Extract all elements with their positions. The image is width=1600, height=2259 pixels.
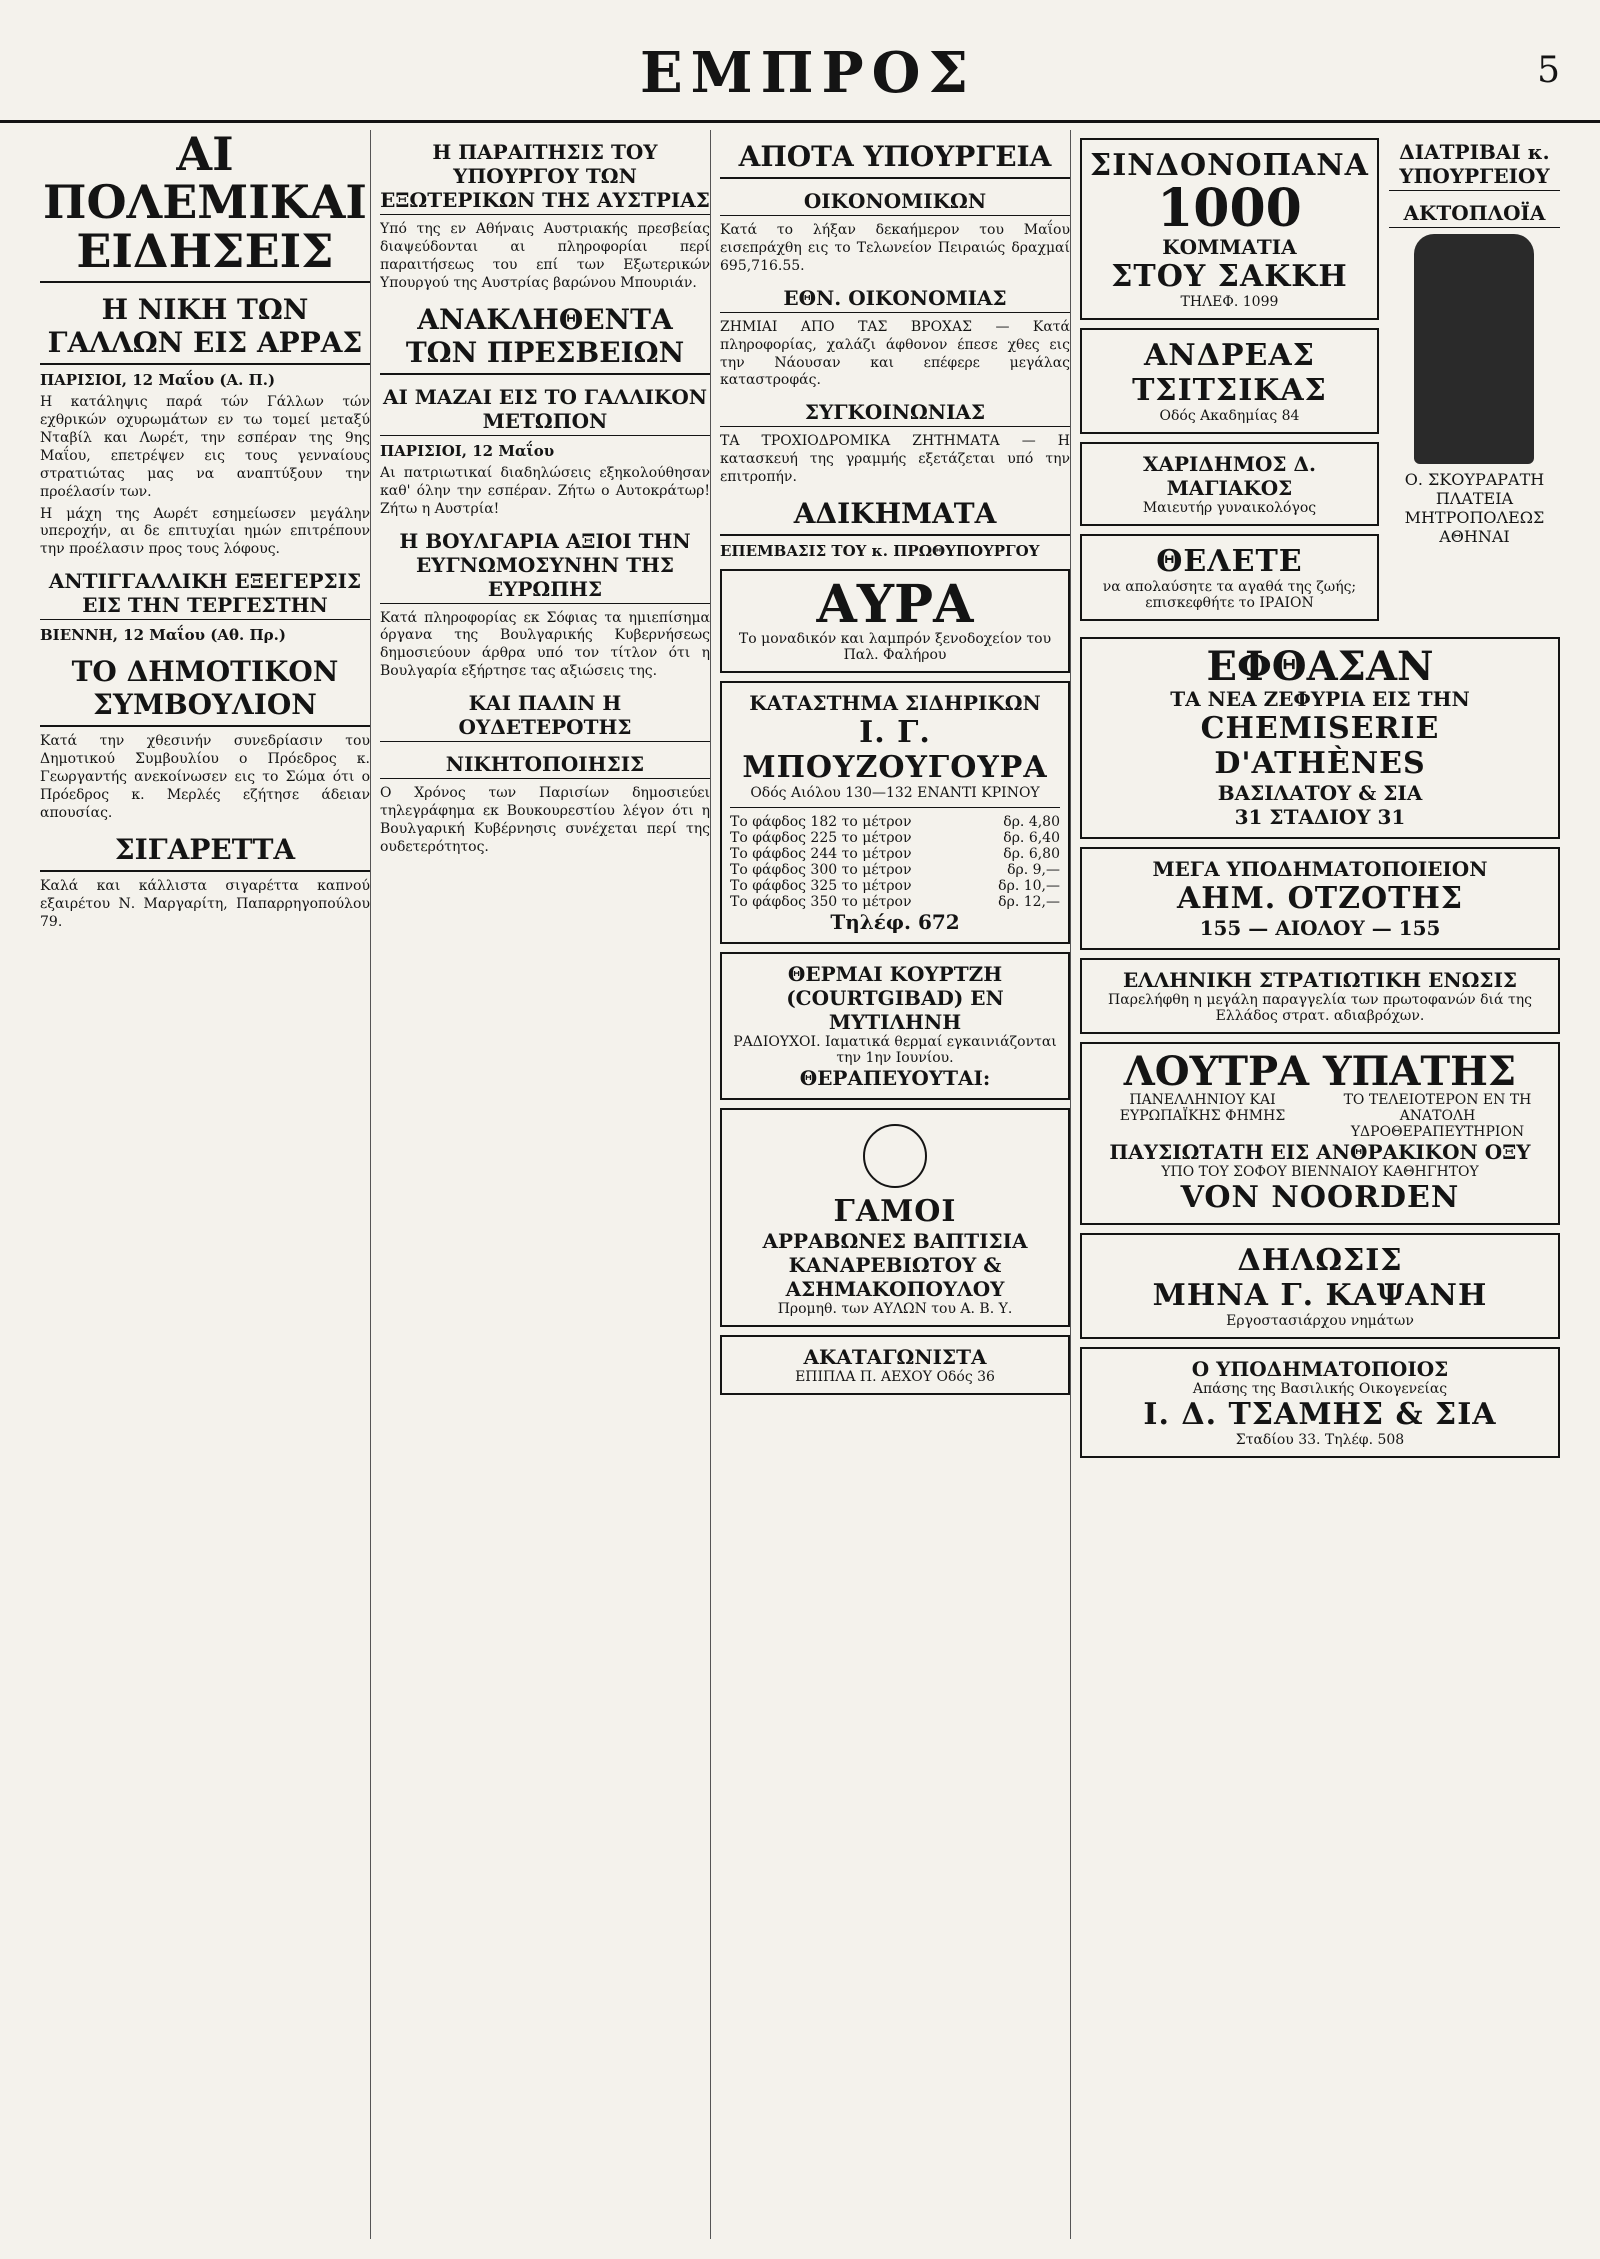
ad-text: Το μοναδικόν και λαμπρόν ξενοδοχείον του Παλ. Φαλήρου <box>738 631 1052 664</box>
column-4-ads <box>1080 130 1560 2239</box>
ad-name: VON NOORDEN <box>1180 1180 1460 1215</box>
ad-address: Οδός Αιόλου 130—132 ΕΝΑΝΤΙ ΚΡΙΝΟΥ <box>750 785 1040 802</box>
ad-address: ΠΛΑΤΕΙΑ ΜΗΤΡΟΠΟΛΕΩΣ ΑΘΗΝΑΙ <box>1404 489 1545 546</box>
article-body: Η μάχη της Αωρέτ εσημείωσεν μεγάλην υπεροχήν, αι δε επιτυχίαι ημών επιτρέπουν την προέλασιν προς τους λόφους. <box>40 505 370 558</box>
price-row <box>730 830 1060 846</box>
ad-name: ΚΑΝΑΡΕΒΙΩΤΟΥ & ΑΣΗΜΑΚΟΠΟΥΛΟΥ <box>785 1253 1005 1302</box>
ad-name: CHEMISERIE D'ATHÈNES <box>1200 711 1440 781</box>
ad-name: Ι. Δ. ΤΣΑΜΗΣ & ΣΙΑ <box>1143 1397 1497 1432</box>
ad-heading: ΑΚΑΤΑΓΩΝΙΣΤΑ <box>803 1345 987 1370</box>
ad-text: ΤΟ ΤΕΛΕΙΟΤΕΡΟΝ ΕΝ ΤΗ ΑΝΑΤΟΛΗ ΥΔΡΟΘΕΡΑΠΕΥΤΗΡΙΟΝ <box>1343 1092 1532 1140</box>
ads-row-top <box>1080 130 1560 629</box>
section-heading: ΑΔΙΚΗΜΑΤΑ <box>720 497 1070 536</box>
section-subheading: ΕΠΕΜΒΑΣΙΣ ΤΟΥ κ. ΠΡΩΘΥΠΟΥΡΓΟΥ <box>720 542 1040 561</box>
ad-number: 1000 <box>1157 178 1302 239</box>
section-heading: ΔΙΑΤΡΙΒΑΙ κ. ΥΠΟΥΡΓΕΙΟΥ <box>1389 140 1560 191</box>
ad-subheading: Εργοστασιάρχου νημάτων <box>1226 1313 1414 1329</box>
ad-heading: ΜΕΓΑ ΥΠΟΔΗΜΑΤΟΠΟΙΕΙΟΝ <box>1152 857 1488 881</box>
ad-courtgibad <box>720 952 1070 1100</box>
price-label: Το φάφδος 325 το μέτρον <box>730 878 912 895</box>
newspaper-title: ΕΜΠΡΟΣ <box>640 40 977 106</box>
section-heading: ΑΝΤΙΓΓΑΛΛΙΚΗ ΕΞΕΓΕΡΣΙΣ ΕΙΣ ΤΗΝ ΤΕΡΓΕΣΤΗΝ <box>40 569 370 620</box>
price-label: Το φάφδος 300 το μέτρον <box>730 862 912 879</box>
column-3 <box>720 130 1071 2239</box>
ad-owner: ΒΑΣΙΛΑΤΟΥ & ΣΙΑ <box>1217 781 1423 805</box>
article-body: ΤΑ ΤΡΟΧΙΟΔΡΟΜΙΚΑ ΖΗΤΗΜΑΤΑ — Η κατασκευή της γραμμής εξετάζεται υπό την επιτροπήν. <box>720 433 1070 486</box>
article-body: Κατά το λήξαν δεκαήμερον του Μαΐου εισεπράχθη εις το Τελωνείον Πειραιώς δραχμαί 695,716.55. <box>720 222 1070 274</box>
section-subheading: ΑΙ ΜΑΖΑΙ ΕΙΣ ΤΟ ΓΑΛΛΙΚΟΝ ΜΕΤΩΠΟΝ <box>380 385 710 436</box>
ad-sheets <box>1080 138 1379 320</box>
price-row <box>730 814 1060 830</box>
price-row <box>730 878 1060 894</box>
ad-heading: Ο ΥΠΟΔΗΜΑΤΟΠΟΙΟΣ <box>1191 1357 1449 1381</box>
article-body: Κατά πληροφορίας εκ Σόφιας τα ημιεπίσημα όργανα της Βουλγαρικής Κυβερνήσεως δημοσιεύουν άρθρα υπό τον τίτλον ότι η Βουλγαρία εξήρτησε τας αξιώσεις της. <box>380 609 710 680</box>
ad-tsitsikas <box>1080 328 1379 434</box>
section-heading: ΚΑΙ ΠΑΛΙΝ Η ΟΥΔΕΤΕΡΟΤΗΣ <box>380 691 710 742</box>
ad-title: ΑΥΡΑ <box>816 574 974 636</box>
price-label: Το φάφδος 244 το μέτρον <box>730 846 912 863</box>
section-heading: ΣΙΓΑΡΕΤΤΑ <box>40 833 370 872</box>
ad-heading: ΘΕΛΕΤΕ <box>1156 544 1303 579</box>
price-value: δρ. 12,— <box>998 894 1060 911</box>
main-subheadline: Η ΝΙΚΗ ΤΩΝ ΓΑΛΛΩΝ ΕΙΣ ΑΡΡΑΣ <box>40 293 370 365</box>
price-value: δρ. 9,— <box>1007 862 1060 879</box>
article-body: Καλά και κάλλιστα σιγαρέττα καπνού εξαιρέτου Ν. Μαργαρίτη, Παπαρρηγοπούλου 79. <box>40 877 370 930</box>
masthead <box>0 0 1600 123</box>
dateline: ΠΑΡΙΣΙΟΙ, 12 Μαΐου <box>380 441 555 460</box>
ad-name: Ο. ΣΚΟΥΡΑΡΑΤΗ <box>1404 470 1545 489</box>
price-row <box>730 862 1060 878</box>
ad-text: ΕΠΙΠΛΑ Π. ΑΕΧΟΥ Οδός 36 <box>795 1369 995 1386</box>
section-heading: ΑΚΤΟΠΛΟΪΑ <box>1389 201 1560 228</box>
article-body: Ο Χρόνος των Παρισίων δημοσιεύει τηλεγράφημα εκ Βουκουρεστίου λέγον ότι η Βουλγαρική Κυβέρνησις συνέχεται περί της ουδετερότητος. <box>380 785 710 855</box>
ad-subheading: ΘΕΡΑΠΕΥΟΥΤΑΙ: <box>799 1066 991 1091</box>
ad-tsamis <box>1080 1347 1560 1458</box>
price-row <box>730 846 1060 862</box>
ad-heading: ΑΝΔΡΕΑΣ ΤΣΙΤΣΙΚΑΣ <box>1132 338 1327 408</box>
dateline: ΒΙΕΝΝΗ, 12 Μαΐου (Αθ. Πρ.) <box>40 626 286 645</box>
section-heading: ΑΝΑΚΛΗΘΕΝΤΑ ΤΩΝ ΠΡΕΣΒΕΙΩΝ <box>380 303 710 375</box>
price-value: δρ. 10,— <box>998 878 1060 895</box>
ad-name: ΑΗΜ. ΟΤΖΟΤΗΣ <box>1176 881 1464 916</box>
section-subheading: ΟΙΚΟΝΟΜΙΚΩΝ <box>720 189 1070 216</box>
article-body: Αι πατριωτικαί διαδηλώσεις εξηκολούθησαν καθ' όλην την εσπέραν. Ζήτω ο Αυτοκράτωρ! Ζήτω η Αυστρία! <box>380 464 710 517</box>
section-heading: ΕΘΝ. ΟΙΚΟΝΟΜΙΑΣ <box>720 286 1070 313</box>
ad-military-union <box>1080 958 1560 1034</box>
ad-text: ΥΠΟ ΤΟΥ ΣΟΦΟΥ ΒΙΕΝΝΑΙΟΥ ΚΑΘΗΓΗΤΟΥ <box>1161 1164 1479 1180</box>
ad-aura <box>720 569 1070 673</box>
boot-illustration <box>1414 234 1534 464</box>
section-heading: Η ΠΑΡΑΙΤΗΣΙΣ ΤΟΥ ΥΠΟΥΡΓΟΥ ΤΩΝ ΕΞΩΤΕΡΙΚΩΝ ΤΗΣ ΑΥΣΤΡΙΑΣ <box>380 140 710 215</box>
section-heading: ΣΥΓΚΟΙΝΩΝΙΑΣ <box>720 400 1070 427</box>
section-heading: Η ΒΟΥΛΓΑΡΙΑ ΑΞΙΟΙ ΤΗΝ ΕΥΓΝΩΜΟΣΥΝΗΝ ΤΗΣ ΕΥΡΩΠΗΣ <box>380 529 710 604</box>
ad-hardware-store <box>720 681 1070 944</box>
ad-heading: ΕΦΘΑΣΑΝ <box>1206 643 1434 690</box>
article-body: Η κατάληψις παρά τών Γάλλων τών εχθρικών οχυρωμάτων εν τω τομεί μεταξύ Νταβίλ και Λωρέτ, την εσπέραν της 9ης Μαΐου, επετρέψεν εις τους γενναίους στρατιώτας μας να αναπτύξουν την προέλασίν των. <box>40 394 370 500</box>
main-headline: ΑΙ ΠΟΛΕΜΙΚΑΙ ΕΙΔΗΣΕΙΣ <box>40 130 370 283</box>
ad-name: Ι. Γ. ΜΠΟΥΖΟΥΓΟΥΡΑ <box>742 715 1048 786</box>
section-heading: ΝΙΚΗΤΟΠΟΙΗΣΙΣ <box>380 752 710 779</box>
ad-address: 31 ΣΤΑΔΙΟΥ 31 <box>1234 805 1406 829</box>
ad-columns <box>1090 1092 1550 1140</box>
ad-phone: Τηλέφ. 672 <box>830 910 960 935</box>
ad-heading: ΧΑΡΙΔΗΜΟΣ Δ. ΜΑΓΙΑΚΟΣ <box>1142 452 1316 500</box>
price-label: Το φάφδος 350 το μέτρον <box>730 894 912 911</box>
ads-stack-right <box>1389 130 1560 629</box>
ad-heading: ΛΟΥΤΡΑ ΥΠΑΤΗΣ <box>1123 1048 1517 1095</box>
ad-text: Παρελήφθη η μεγάλη παραγγελία των πρωτοφανών διά της Ελλάδος στρατ. αδιαβρόχων. <box>1108 992 1532 1024</box>
ad-address: Σταδίου 33. Τηλέφ. 508 <box>1235 1432 1405 1448</box>
ad-text: Μαιευτήρ γυναικολόγος <box>1142 500 1317 516</box>
ad-chemiserie <box>1080 637 1560 839</box>
ad-heading: ΣΙΝΔΟΝΟΠΑΝΑ <box>1090 148 1369 183</box>
ad-furniture <box>720 1335 1070 1395</box>
ad-subheading: ΑΡΡΑΒΩΝΕΣ ΒΑΠΤΙΣΙΑ <box>762 1229 1028 1254</box>
price-value: δρ. 6,40 <box>1003 830 1060 847</box>
ad-text: να απολαύσητε τα αγαθά της ζωής; επισκεφθήτε το ΙΡΑΙΟΝ <box>1102 579 1357 611</box>
ad-heading: ΘΕΡΜΑΙ ΚΟΥΡΤΖΗ (COURTGIBAD) ΕΝ ΜΥΤΙΛΗΝΗ <box>786 962 1004 1035</box>
ad-subheading: ΤΑ ΝΕΑ ΖΕΦΥΡΙΑ ΕΙΣ ΤΗΝ <box>1170 687 1470 711</box>
section-heading: ΤΟ ΔΗΜΟΤΙΚΟΝ ΣΥΜΒΟΥΛΙΟΝ <box>40 655 370 727</box>
ad-subheading: Απάσης της Βασιλικής Οικογενείας <box>1192 1381 1448 1397</box>
price-row <box>730 894 1060 910</box>
ad-heading: ΔΗΛΩΣΙΣ <box>1237 1243 1403 1278</box>
article-body: Κατά την χθεσινήν συνεδρίασιν του Δημοτικού Συμβουλίου ο Πρόεδρος κ. Γεωργαντής ανεκοίνωσεν εις το Σώμα ότι ο Πρόεδρος κ. Μερλές εζήτησε άδειαν απουσίας. <box>40 733 370 822</box>
dateline: ΠΑΡΙΣΙΟΙ, 12 Μαΐου (Α. Π.) <box>40 370 276 389</box>
column-1 <box>40 130 371 2239</box>
ad-text: ΠΑΝΕΛΛΗΝΙΟΥ ΚΑΙ ΕΥΡΩΠΑΪΚΗΣ ΦΗΜΗΣ <box>1119 1092 1286 1124</box>
article-body: ΖΗΜΙΑΙ ΑΠΟ ΤΑΣ ΒΡΟΧΑΣ — Κατά πληροφορίας, χαλάζι άφθονον έπεσε χθες εις την Νάουσαν και επέφερε μεγάλας καταστροφάς. <box>720 318 1070 389</box>
ad-subheading: ΠΑΥΣΙΩΤΑΤΗ ΕΙΣ ΑΝΘΡΑΚΙΚΟΝ ΟΞΥ <box>1109 1140 1531 1164</box>
price-value: δρ. 4,80 <box>1003 814 1060 831</box>
ad-weddings <box>720 1108 1070 1327</box>
ad-kapsanis <box>1080 1233 1560 1339</box>
section-heading: ΑΠΟΤΑ ΥΠΟΥΡΓΕΙΑ <box>720 140 1070 179</box>
price-label: Το φάφδος 225 το μέτρον <box>730 830 912 847</box>
divider <box>730 807 1060 808</box>
ad-heading: ΓΑΜΟΙ <box>833 1194 957 1230</box>
ad-address: Προμηθ. των ΑΥΛΩΝ του Α. Β. Υ. <box>777 1301 1013 1318</box>
ad-address: 155 — ΑΙΟΛΟΥ — 155 <box>1199 916 1441 940</box>
ad-subheading: ΚΟΜΜΑΤΙΑ <box>1162 235 1297 259</box>
column-2 <box>380 130 711 2239</box>
ads-stack-left <box>1080 130 1379 629</box>
price-label: Το φάφδος 182 το μέτρον <box>730 814 912 831</box>
ad-shoemaker <box>1080 847 1560 950</box>
article-body: Υπό της εν Αθήναις Αυστριακής πρεσβείας διαψεύδονται αι πληροφορίαι περί παραιτήσεως του επί των Εξωτερικών Υπουργού της Αυστρίας βαρώνου Μπουριάν. <box>380 221 710 291</box>
ad-phone: ΤΗΛΕΦ. 1099 <box>1180 294 1279 310</box>
ad-ireon <box>1080 534 1379 621</box>
price-list <box>730 814 1060 910</box>
ad-shop: ΣΤΟΥ ΣΑΚΚΗ <box>1111 259 1348 294</box>
ad-heading: ΚΑΤΑΣΤΗΜΑ ΣΙΔΗΡΙΚΩΝ <box>749 691 1041 716</box>
ad-doctor <box>1080 442 1379 526</box>
price-value: δρ. 6,80 <box>1003 846 1060 863</box>
ad-loutra-ypatis <box>1080 1042 1560 1225</box>
crest-icon <box>863 1124 927 1188</box>
ad-name: ΜΗΝΑ Γ. ΚΑΨΑΝΗ <box>1152 1278 1488 1313</box>
page-number: 5 <box>1537 50 1560 91</box>
ad-heading: ΕΛΛΗΝΙΚΗ ΣΤΡΑΤΙΩΤΙΚΗ ΕΝΩΣΙΣ <box>1122 968 1518 992</box>
ad-address: Οδός Ακαδημίας 84 <box>1159 408 1300 424</box>
ad-text: ΡΑΔΙΟΥΧΟΙ. Ιαματικά θερμαί εγκαινιάζονται την 1ην Ιουνίου. <box>733 1034 1057 1067</box>
